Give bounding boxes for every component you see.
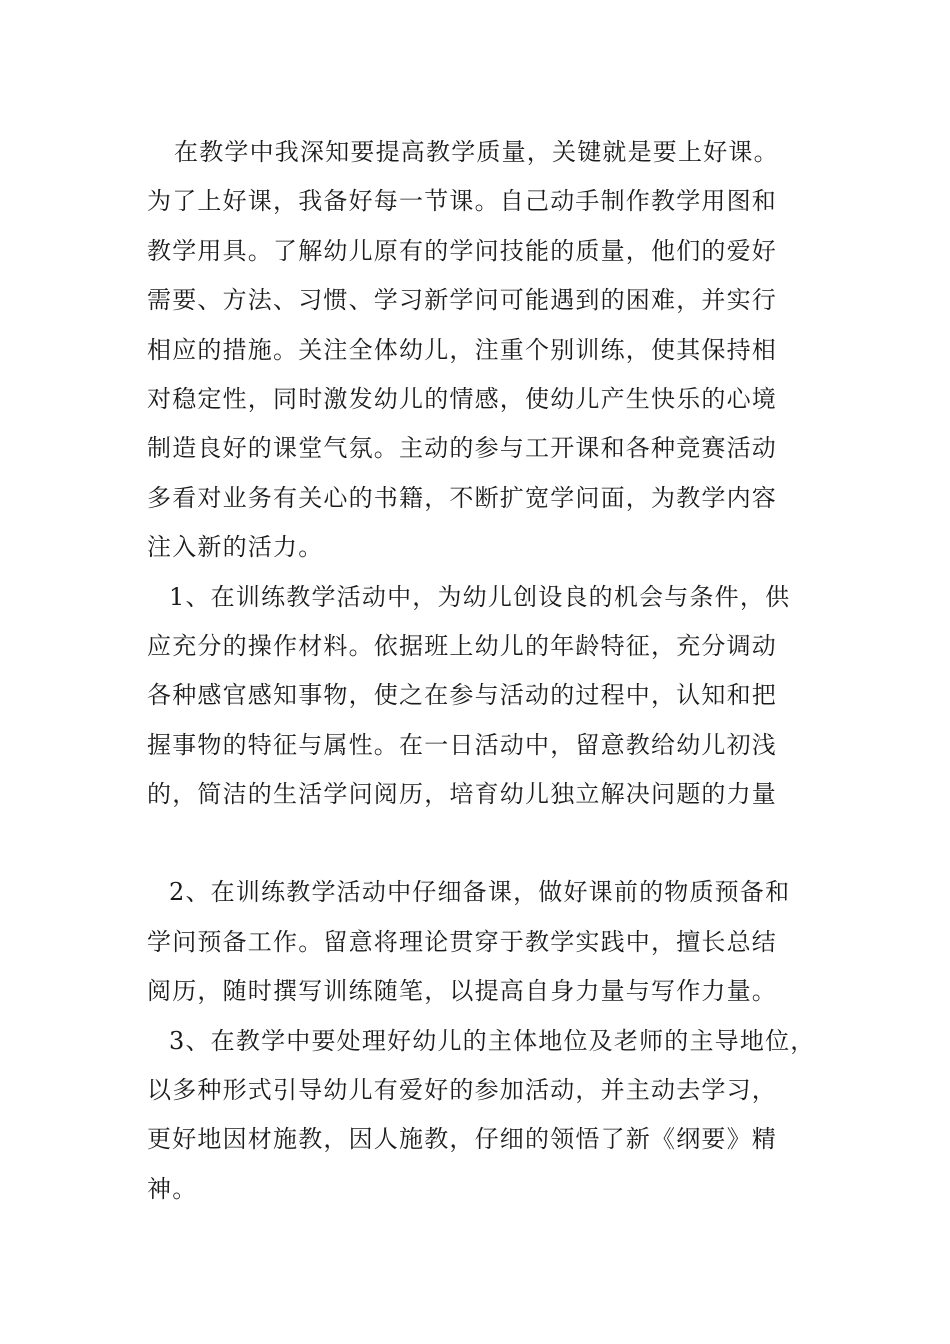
text-line: 为了上好课，我备好每一节课。自己动手制作教学用图和: [147, 187, 777, 216]
paragraph-intro: [147, 128, 827, 573]
list-item-2: [147, 868, 827, 1016]
text-line: 应充分的操作材料。依据班上幼儿的年龄特征，充分调动: [147, 631, 777, 660]
document-body: [147, 128, 827, 1214]
text-line: 2、在训练教学活动中仔细备课，做好课前的物质预备和: [169, 878, 791, 907]
text-line: 1、在训练教学活动中，为幼儿创设良的机会与条件，供: [169, 582, 791, 611]
list-item-1: [147, 573, 827, 820]
text-line: 以多种形式引导幼儿有爱好的参加活动，并主动去学习，: [147, 1076, 777, 1105]
text-line: 需要、方法、习惯、学习新学问可能遇到的困难，并实行: [147, 286, 777, 315]
text-line: 各种感官感知事物，使之在参与活动的过程中，认知和把: [147, 681, 777, 710]
text-line: 的，简洁的生活学问阅历，培育幼儿独立解决问题的力量: [147, 780, 777, 809]
text-line: 注入新的活力。: [147, 533, 324, 562]
text-line: 相应的措施。关注全体幼儿，注重个别训练，使其保持相: [147, 335, 777, 364]
text-line: 阅历，随时撰写训练随笔，以提高自身力量与写作力量。: [147, 977, 777, 1006]
text-line: 3、在教学中要处理好幼儿的主体地位及老师的主导地位，: [169, 1026, 816, 1055]
text-line: 在教学中我深知要提高教学质量，关键就是要上好课。: [174, 138, 779, 166]
text-line: 学问预备工作。留意将理论贯穿于教学实践中，擅长总结: [147, 927, 777, 956]
text-line: 对稳定性，同时激发幼儿的情感，使幼儿产生快乐的心境: [147, 384, 777, 413]
text-line: 神。: [147, 1174, 198, 1203]
text-line: 更好地因材施教，因人施教，仔细的领悟了新《纲要》精: [147, 1125, 777, 1154]
list-item-3: [147, 1017, 827, 1215]
text-line: 教学用具。了解幼儿原有的学问技能的质量，他们的爱好: [147, 236, 777, 265]
paragraph-gap: [147, 819, 827, 868]
text-line: 多看对业务有关心的书籍，不断扩宽学问面，为教学内容: [147, 483, 777, 512]
text-line: 握事物的特征与属性。在一日活动中，留意教给幼儿初浅: [147, 730, 777, 759]
text-line: 制造良好的课堂气氛。主动的参与工开课和各种竞赛活动: [147, 434, 777, 463]
